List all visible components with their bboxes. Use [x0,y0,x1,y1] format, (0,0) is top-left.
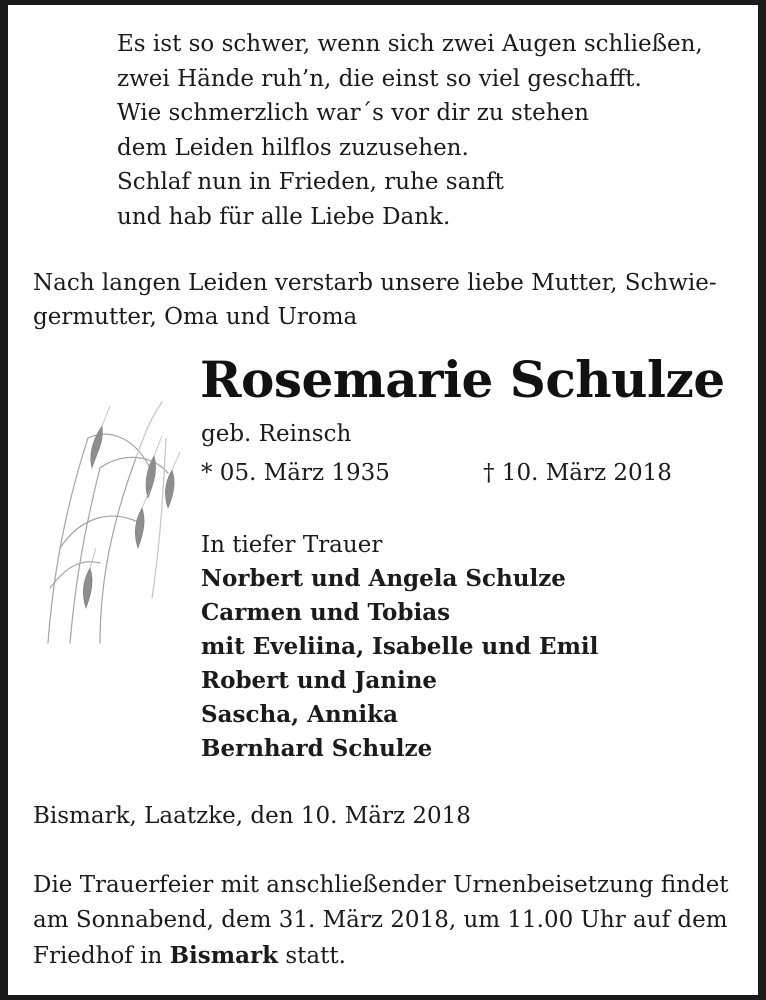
mourner-name: Sascha, Annika [201,701,398,728]
poem-line: Wie schmerzlich war´s vor dir zu stehen [117,100,589,126]
poem-line: zwei Hände ruh’n, die einst so viel geschafft. [117,65,642,92]
cemetery-place: Bismark [169,942,279,969]
mourners-list [201,562,598,766]
announcement-line: Nach langen Leiden verstarb unsere liebe Mutter, Schwie- [33,270,717,296]
poem-line: und hab für alle Liebe Dank. [117,203,451,230]
service-line: am Sonnabend, dem 31. März 2018, um 11.00 Uhr auf dem [33,907,728,933]
birth-date: * 05. März 1935 [201,460,390,486]
place-and-date: Bismark, Laatzke, den 10. März 2018 [33,803,471,829]
service-line [33,938,729,973]
death-announcement-text [33,266,733,334]
birth-name: geb. Reinsch [201,421,352,447]
service-text: Friedhof in [33,943,170,969]
death-date: † 10. März 2018 [483,460,672,486]
mourner-name: Bernhard Schulze [201,735,433,762]
poem [117,28,703,235]
announcement-line: germutter, Oma und Uroma [33,304,358,330]
mourner-name: Carmen und Tobias [201,599,451,626]
deceased-name: Rosemarie Schulze [200,350,725,409]
mourner-name: Norbert und Angela Schulze [201,565,566,592]
mourner-name: Robert und Janine [201,667,438,694]
mourner-name: mit Eveliina, Isabelle und Emil [201,633,599,660]
poem-line: Schlaf nun in Frieden, ruhe sanft [117,169,504,195]
mourning-heading: In tiefer Trauer [201,532,383,558]
poem-line: Es ist so schwer, wenn sich zwei Augen schließen, [117,31,703,57]
funeral-service-info [33,868,729,973]
service-line: Die Trauerfeier mit anschließender Urnenbeisetzung findet [33,872,729,898]
poem-line: dem Leiden hilflos zuzusehen. [117,134,469,161]
wheat-grain-icon [40,398,190,648]
service-text: statt. [278,943,346,969]
